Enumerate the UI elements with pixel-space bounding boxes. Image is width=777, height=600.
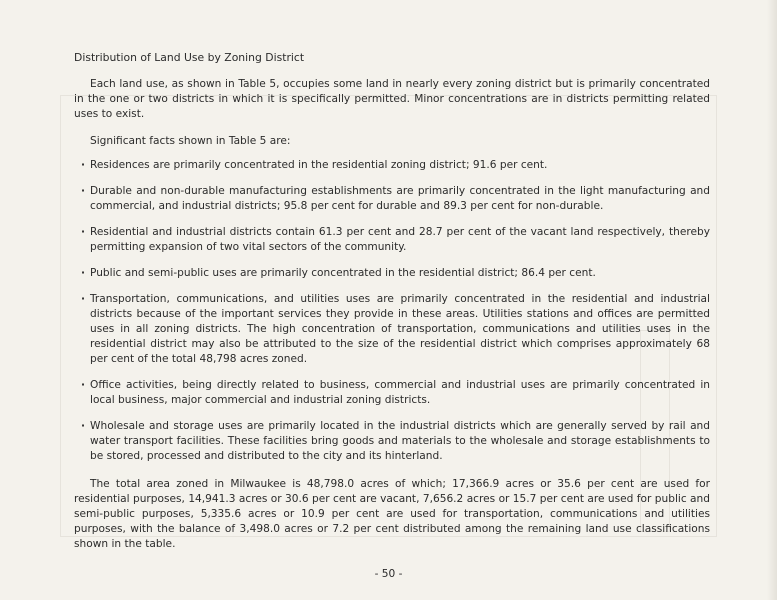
bullet-icon: ·	[81, 267, 86, 279]
bullet-icon: ·	[81, 379, 86, 391]
fact-item: · Transportation, communications, and utilities uses are primarily concentrated in the residential and industrial districts because of the important services they provide in these areas. Utilities stations and offices are permitted uses in all zoning districts. The high concentration of transportation, communications and utilities uses in the residential district may also be attributed to the size of the residential district which comprises approximately 68 per cent of the total 48,798 acres zoned.	[81, 293, 710, 365]
fact-item: · Residential and industrial districts contain 61.3 per cent and 28.7 per cent of the vacant land respectively, thereby permitting expansion of two vital sectors of the community.	[81, 226, 710, 253]
fact-item: · Durable and non-durable manufacturing establishments are primarily concentrated in the light manufacturing and commercial, and industrial districts; 95.8 per cent for durable and 89.3 per cent for non-durable.	[81, 185, 710, 212]
facts-list	[74, 158, 710, 464]
bullet-icon: ·	[81, 185, 86, 197]
page-number: - 50 -	[374, 568, 403, 580]
section-heading: Distribution of Land Use by Zoning District	[74, 51, 305, 64]
document-page	[74, 50, 710, 552]
page-binding-edge	[767, 0, 777, 600]
fact-item: · Office activities, being directly related to business, commercial and industrial uses are primarily concentrated in local business, major commercial and industrial zoning districts.	[81, 379, 710, 406]
bullet-icon: ·	[81, 159, 86, 171]
bullet-icon: ·	[81, 226, 86, 238]
intro-paragraph: Each land use, as shown in Table 5, occupies some land in nearly every zoning district but is primarily concentrated in the one or two districts in which it is specifically permitted. Minor concentrations are in districts permitting related uses to exist.	[74, 78, 710, 120]
facts-intro: Significant facts shown in Table 5 are:	[90, 135, 291, 147]
bullet-icon: ·	[81, 420, 86, 432]
fact-item: · Wholesale and storage uses are primarily located in the industrial districts which are generally served by rail and water transport facilities. These facilities bring goods and materials to the wholesale and storage establishments to be stored, processed and distributed to the city and its hinterland.	[81, 420, 710, 462]
bullet-icon: ·	[81, 293, 86, 305]
summary-paragraph: The total area zoned in Milwaukee is 48,798.0 acres of which; 17,366.9 acres or 35.6 per cent are used for residential purposes, 14,941.3 acres or 30.6 per cent are vacant, 7,656.2 acres or 15.7 per cent are used for public and semi-public purposes, 5,335.6 acres or 10.9 per cent are used for transportation, communications and utilities purposes, with the balance of 3,498.0 acres or 7.2 per cent distributed among the remaining land use classifications shown in the table.	[74, 478, 710, 550]
fact-item: · Public and semi-public uses are primarily concentrated in the residential district; 86.4 per cent.	[81, 267, 596, 279]
fact-item: · Residences are primarily concentrated in the residential zoning district; 91.6 per cent.	[81, 159, 548, 171]
